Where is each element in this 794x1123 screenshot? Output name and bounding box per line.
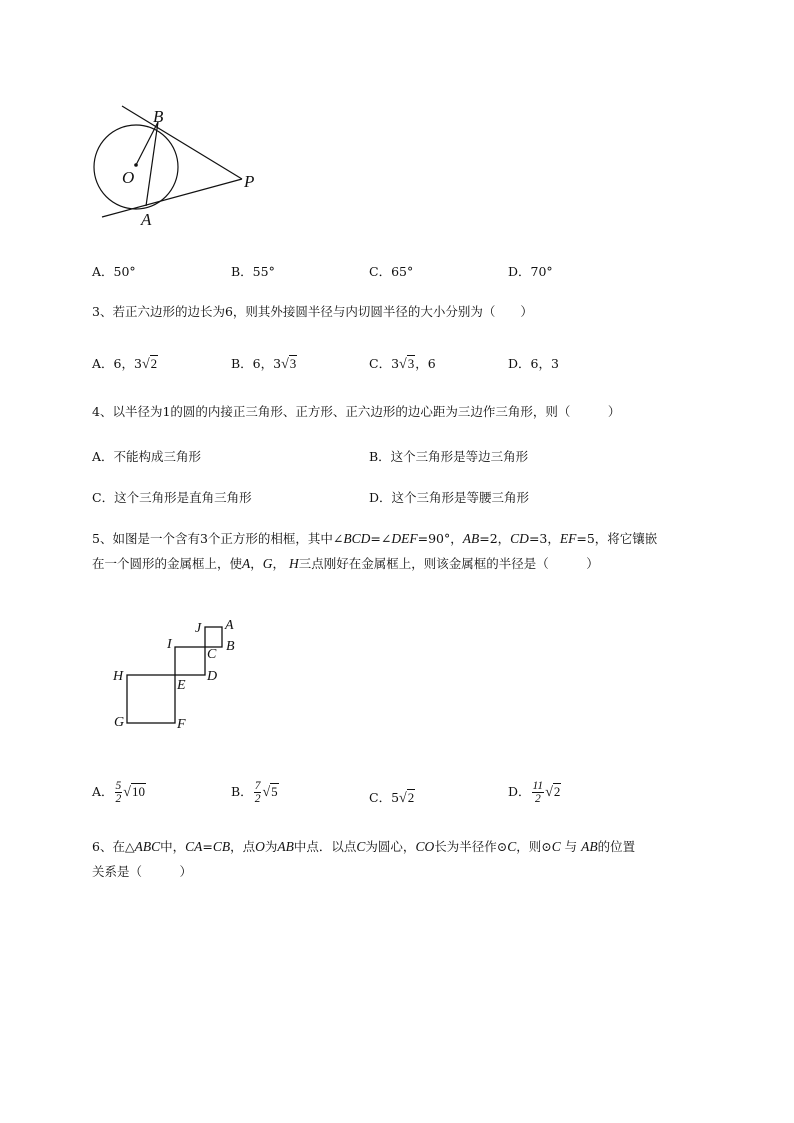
- text-span: =: [202, 839, 213, 854]
- radicand: 5: [271, 784, 278, 800]
- math-var: C: [356, 839, 366, 854]
- fraction: [532, 780, 545, 805]
- text-span: =90°，: [417, 531, 463, 546]
- sqrt-symbol: √3: [281, 356, 297, 372]
- q6-text-line1: [92, 839, 635, 855]
- denominator: 2: [534, 793, 541, 806]
- text-span: 为: [264, 839, 278, 854]
- q5-option-d-letter: D．: [508, 784, 531, 800]
- circle-tangent-figure: [80, 95, 270, 235]
- label-o: O: [122, 168, 135, 187]
- q5-text-line2: [92, 556, 599, 572]
- q3-option-b[interactable]: [231, 354, 297, 373]
- q2-option-a[interactable]: A．50°: [92, 264, 136, 279]
- q2-option-b[interactable]: B．55°: [231, 264, 275, 279]
- denominator: 2: [115, 793, 122, 806]
- q5-option-c[interactable]: [369, 788, 415, 807]
- circle-o: [94, 125, 178, 209]
- label-a: A: [225, 618, 234, 633]
- label-g: G: [114, 715, 125, 730]
- square-medium: [175, 647, 205, 675]
- math-var: AB: [581, 839, 598, 854]
- math-var: CO: [415, 839, 435, 854]
- text-span: 长为半径作⊙: [434, 839, 508, 854]
- text-span: ，: [272, 556, 286, 571]
- q5-option-d[interactable]: [508, 780, 561, 805]
- text-span: 中点．以点: [293, 839, 357, 854]
- text-span: 6、在△: [92, 839, 135, 854]
- math-var: AB: [462, 531, 480, 546]
- q3-option-c[interactable]: [369, 354, 436, 373]
- text-span: =2，: [479, 531, 511, 546]
- q4-option-b[interactable]: B．这个三角形是等边三角形: [369, 449, 529, 464]
- text-span: 与: [560, 839, 582, 854]
- q5-option-a[interactable]: [92, 780, 146, 805]
- text-span: 在一个圆形的金属框上，使: [92, 556, 243, 571]
- math-var: H: [289, 556, 299, 571]
- radicand: 3: [289, 356, 297, 371]
- math-var: A: [242, 556, 251, 571]
- q4-option-a[interactable]: A．不能构成三角形: [92, 449, 202, 464]
- text-span: 5、如图是一个含有3个正方形的相框，其中∠: [92, 531, 344, 546]
- q3-text: 3、若正六边形的边长为6，则其外接圆半径与内切圆半径的大小分别为（ ）: [92, 304, 533, 319]
- math-var: CA: [185, 839, 203, 854]
- q4-option-d[interactable]: D．这个三角形是等腰三角形: [369, 490, 530, 505]
- q6-text-line2: 关系是（ ）: [92, 864, 193, 879]
- square-large: [127, 675, 175, 723]
- denominator: 2: [254, 793, 261, 806]
- q3-option-a[interactable]: [92, 354, 158, 373]
- q3-option-a-text: A．6，3: [92, 356, 142, 371]
- label-j: J: [195, 621, 202, 636]
- q3-option-c-text: C．3: [369, 356, 400, 371]
- math-var: CD: [510, 531, 529, 546]
- text-span: ，则⊙: [516, 839, 552, 854]
- radicand: 3: [407, 356, 415, 371]
- label-i: I: [167, 637, 172, 652]
- q4-option-c[interactable]: C．这个三角形是直角三角形: [92, 490, 252, 505]
- label-c: C: [207, 647, 217, 662]
- math-var: C: [551, 839, 561, 854]
- label-p: P: [244, 172, 255, 191]
- q5-option-c-text: C．5: [369, 790, 400, 805]
- text-span: 为圆心，: [365, 839, 416, 854]
- q3-option-c-suffix: ，6: [415, 356, 436, 371]
- label-f: F: [177, 717, 186, 732]
- label-b: B: [153, 107, 164, 126]
- label-d: D: [207, 669, 218, 684]
- numerator: 5: [115, 780, 122, 792]
- label-b: B: [226, 639, 235, 654]
- math-var: AB: [277, 839, 294, 854]
- q5-option-b-letter: B．: [231, 784, 253, 800]
- math-var: ABC: [134, 839, 161, 854]
- sqrt-symbol: √5: [262, 784, 278, 801]
- sqrt-symbol: √10: [123, 784, 145, 801]
- label-h: H: [113, 669, 124, 684]
- sqrt-symbol: √3: [399, 356, 415, 372]
- q4-text: 4、以半径为1的圆的内接正三角形、正方形、正六边形的边心距为三边作三角形，则（ ）: [92, 404, 621, 419]
- sqrt-symbol: √2: [399, 790, 415, 806]
- center-point-o: [134, 163, 138, 167]
- tangent-line-pb: [122, 106, 242, 179]
- q5-option-a-letter: A．: [92, 784, 114, 800]
- q5-text-line1: [92, 531, 657, 547]
- fraction: [254, 780, 262, 805]
- math-var: CB: [212, 839, 231, 854]
- text-span: ，: [250, 556, 263, 571]
- math-var: G: [262, 556, 273, 571]
- radicand: 2: [553, 784, 561, 800]
- text-span: =3，: [528, 531, 560, 546]
- q2-option-d[interactable]: D．70°: [508, 264, 553, 279]
- radicand: 2: [150, 356, 158, 371]
- math-var: O: [255, 839, 265, 854]
- math-var: C: [507, 839, 517, 854]
- label-a: A: [141, 210, 152, 229]
- numerator: 11: [532, 780, 544, 792]
- three-squares-figure: [105, 612, 255, 737]
- radicand: 10: [131, 784, 145, 800]
- math-var: EF: [559, 531, 577, 546]
- text-span: =5，将它镶嵌: [576, 531, 658, 546]
- sqrt-symbol: √2: [545, 784, 561, 801]
- text-span: 中，: [160, 839, 186, 854]
- numerator: 7: [254, 780, 261, 792]
- text-span: =∠: [370, 531, 392, 546]
- math-var: BCD: [343, 531, 371, 546]
- label-e: E: [177, 678, 186, 693]
- q3-option-d[interactable]: D．6，3: [508, 356, 559, 371]
- square-small: [205, 627, 222, 647]
- sqrt-symbol: √2: [141, 356, 158, 372]
- q3-option-b-text: B．6，3: [231, 356, 282, 371]
- q5-option-b[interactable]: [231, 780, 279, 805]
- fraction: [115, 780, 123, 805]
- radicand: 2: [407, 790, 415, 805]
- text-span: 的位置: [597, 839, 636, 854]
- q2-option-c[interactable]: C．65°: [369, 264, 414, 279]
- math-var: DEF: [391, 531, 418, 546]
- text-span: ，点: [230, 839, 256, 854]
- text-span: 三点刚好在金属框上，则该金属框的半径是（ ）: [298, 556, 599, 571]
